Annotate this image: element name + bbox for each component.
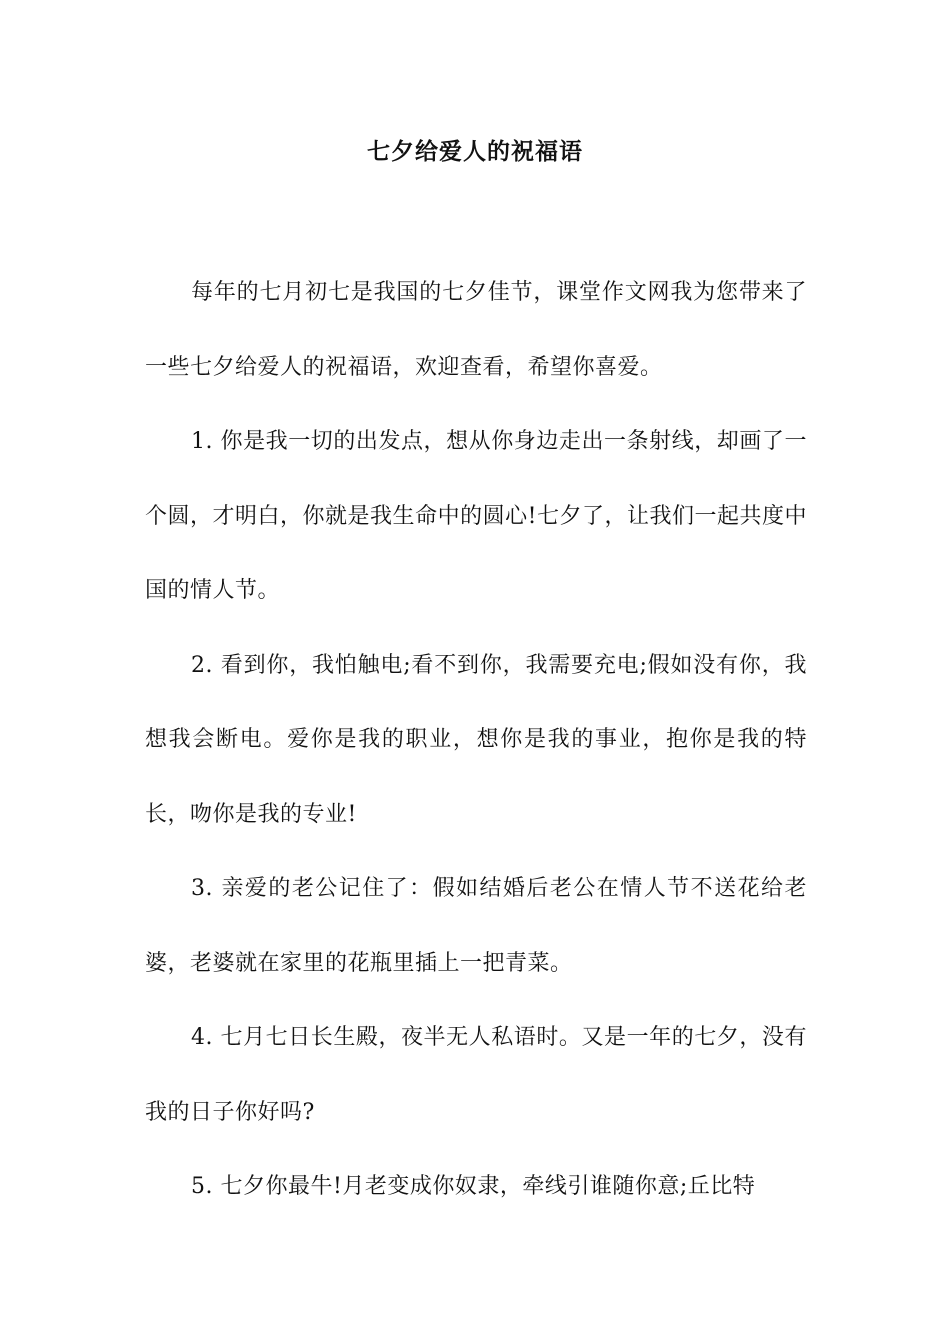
wish-item-5: 5. 七夕你最牛!月老变成你奴隶，牵线引谁随你意;丘比特: [191, 1174, 756, 1199]
wish-item-1: 1. 你是我一切的出发点，想从你身边走出一条射线，却画了一个圆，才明白，你就是我生命中的圆心!七夕了，让我们一起共度中国的情人节。: [145, 429, 807, 603]
intro-paragraph: 每年的七月初七是我国的七夕佳节，课堂作文网我为您带来了一些七夕给爱人的祝福语，欢迎查看，希望你喜爱。: [145, 280, 807, 380]
wish-item-3: 3. 亲爱的老公记住了：假如结婚后老公在情人节不送花给老婆，老婆就在家里的花瓶里插上一把青菜。: [145, 876, 807, 976]
document-title: 七夕给爱人的祝福语: [367, 138, 583, 165]
document-body: [145, 256, 807, 1225]
wish-item-2: 2. 看到你，我怕触电;看不到你，我需要充电;假如没有你，我想我会断电。爱你是我的职业，想你是我的事业，抱你是我的特长，吻你是我的专业!: [145, 652, 807, 827]
wish-item-4: 4. 七月七日长生殿，夜半无人私语时。又是一年的七夕，没有我的日子你好吗?: [145, 1025, 807, 1125]
